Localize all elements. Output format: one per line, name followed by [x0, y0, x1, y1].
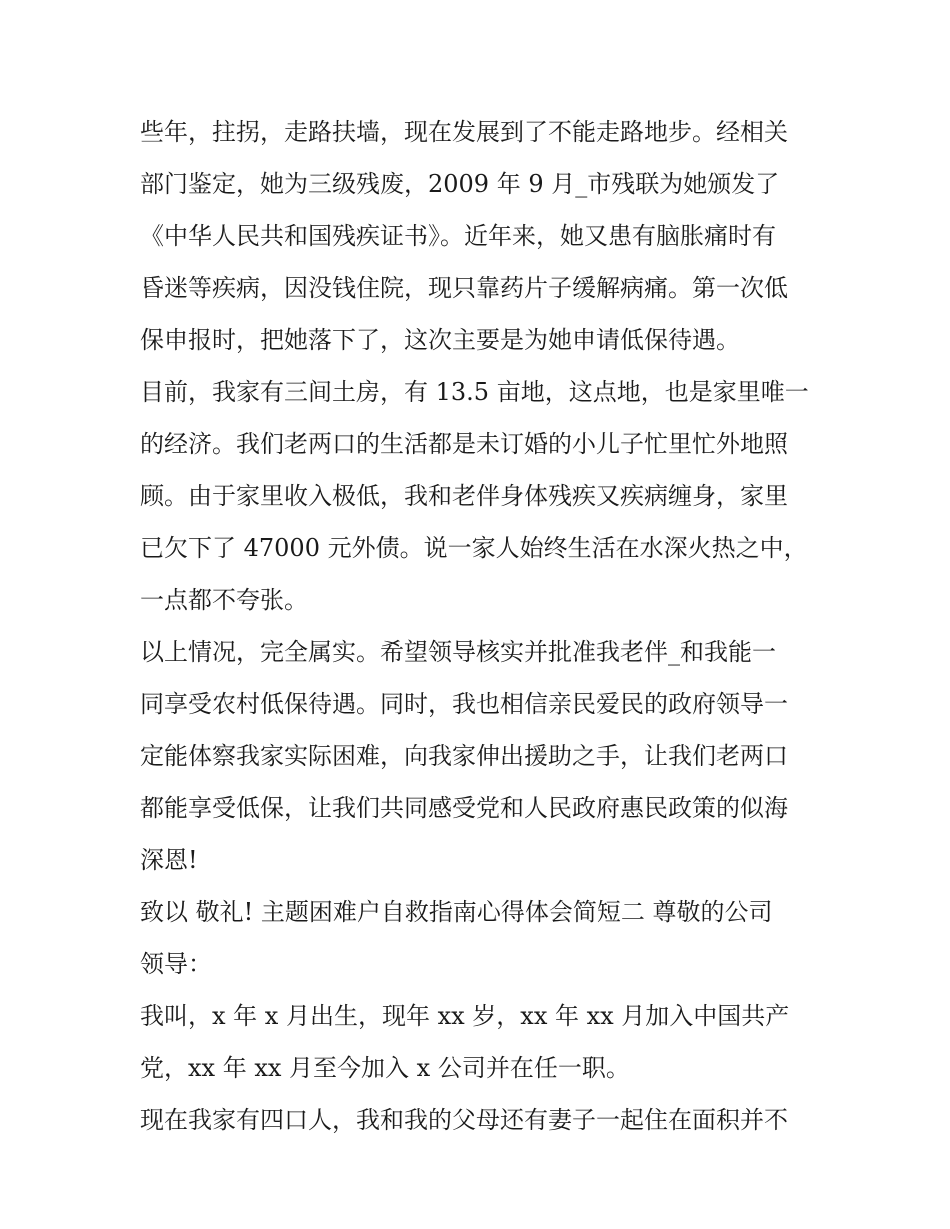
text-line-2: 部门鉴定，她为三级残废，2009 年 9 月_市残联为她颁发了 [140, 170, 780, 198]
text-line-4: 昏迷等疾病，因没钱住院，现只靠药片子缓解病痛。第一次低 [140, 274, 788, 302]
text-line-16: 致以 敬礼! 主题困难户自救指南心得体会简短二 尊敬的公司 [140, 898, 773, 926]
document-body [140, 106, 820, 1146]
text-line-10: 一点都不夸张。 [140, 586, 308, 614]
text-line-15: 深恩! [140, 846, 198, 874]
text-line-7: 的经济。我们老两口的生活都是未订婚的小儿子忙里忙外地照 [140, 430, 788, 458]
text-line-11: 以上情况，完全属实。希望领导核实并批准我老伴_和我能一 [140, 638, 776, 666]
text-line-6: 目前，我家有三间土房，有 13.5 亩地，这点地，也是家里唯一 [140, 378, 809, 406]
text-line-8: 顾。由于家里收入极低，我和老伴身体残疾又疾病缠身，家里 [140, 482, 788, 510]
text-line-17: 领导： [140, 950, 212, 978]
text-line-12: 同享受农村低保待遇。同时，我也相信亲民爱民的政府领导一 [140, 690, 788, 718]
text-line-14: 都能享受低保，让我们共同感受党和人民政府惠民政策的似海 [140, 794, 788, 822]
text-line-18: 我叫，x 年 x 月出生，现年 xx 岁，xx 年 xx 月加入中国共产 [140, 1002, 790, 1030]
text-line-1: 些年，拄拐，走路扶墙，现在发展到了不能走路地步。经相关 [140, 118, 788, 146]
text-line-13: 定能体察我家实际困难，向我家伸出援助之手，让我们老两口 [140, 742, 788, 770]
text-line-20: 现在我家有四口人，我和我的父母还有妻子一起住在面积并不 [140, 1106, 788, 1134]
text-line-9: 已欠下了 47000 元外债。说一家人始终生活在水深火热之中， [140, 534, 808, 562]
text-line-5: 保申报时，把她落下了，这次主要是为她申请低保待遇。 [140, 326, 740, 354]
text-line-3: 《中华人民共和国残疾证书》。近年来，她又患有脑胀痛时有 [140, 222, 776, 250]
text-line-19: 党，xx 年 xx 月至今加入 x 公司并在任一职。 [140, 1054, 630, 1082]
